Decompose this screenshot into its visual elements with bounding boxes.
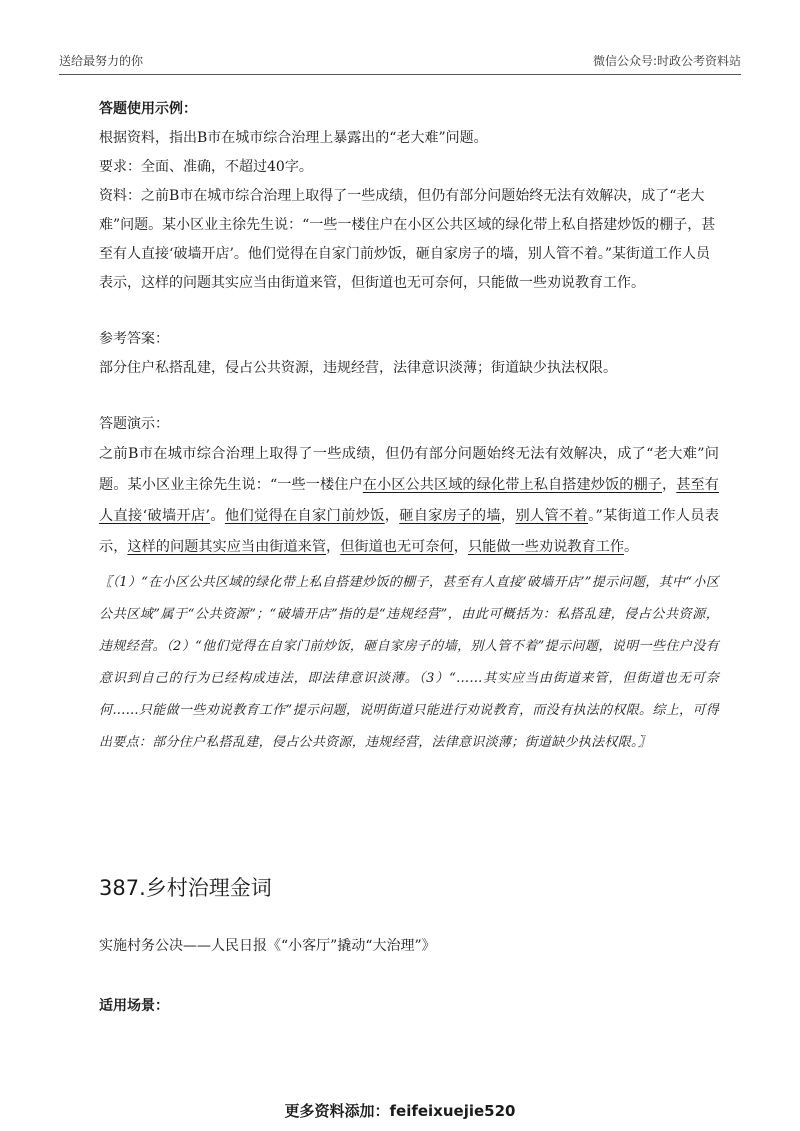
example-material: 资料：之前B市在城市综合治理上取得了一些成绩，但仍有部分问题始终无法有效解决，成了“老大难”问题。某小区业主徐先生说：“一些一楼住户在小区公共区域的绿化带上私自搭建炒饭的棚子，甚至有人直接‘破墙开店’。他们觉得在自家门前炒饭，砸自家房子的墙，别人管不着。”某街道工作人员表示，这样的问题其实应当由街道来管，但街道也无可奈何，只能做一些劝说教育工作。 <box>99 188 716 291</box>
header-wechat-account: 微信公众号:时政公考资料站 <box>592 54 741 68</box>
example-label: 答题使用示例： <box>99 101 197 117</box>
demo-label: 答题演示： <box>99 416 169 432</box>
underlined-key-phrase: 在小区公共区域的绿化带上私自搭建炒饭的棚子 <box>362 477 663 493</box>
demo-text-segment: ， <box>326 539 341 555</box>
reference-answer: 部分住户私搭乱建，侵占公共资源，违规经营，法律意识淡薄；街道缺少执法权限。 <box>99 360 617 376</box>
scene-label: 适用场景： <box>99 998 169 1014</box>
underlined-key-phrase: 别人管不着 <box>515 508 589 524</box>
underlined-key-phrase: 他们觉得在自家门前炒饭 <box>224 508 385 524</box>
demo-text-segment: 。 <box>624 539 639 555</box>
footer-contact: 更多资料添加：feifeixuejie520 <box>284 1102 516 1120</box>
main-content <box>99 95 719 759</box>
page-header <box>59 52 741 72</box>
section-subtitle: 实施村务公决——人民日报《“小客厅”撬动“大治理”》 <box>99 938 436 954</box>
demo-text-segment: ， <box>500 508 516 524</box>
demo-analysis: 〖（1）“在小区公共区域的绿化带上私自搭建炒饭的棚子，甚至有人直接‘破墙开店’”提示问题，其中“小区公共区域”属于“公共资源”；“破墙开店”指的是“违规经营”，由此可概括为：私搭乱建，侵占公共资源，违规经营。（2）“他们觉得在自家门前炒饭，砸自家房子的墙，别人管不着”提示问题，说明一些住户没有意识到自己的行为已经构成违法，即法律意识淡薄。（3）“……其实应当由街道来管，但街道也无可奈何……只能做一些劝说教育工作”提示问题，说明街道只能进行劝说教育，而没有执法的权限。综上，可得出要点：部分住户私搭乱建，侵占公共资源，违规经营，法律意识淡薄；街道缺少执法权限。〗 <box>99 575 719 750</box>
demo-material-annotated <box>99 439 719 563</box>
demo-text-segment: ， <box>453 539 468 555</box>
section-title: 387.乡村治理金词 <box>99 876 272 900</box>
underlined-key-phrase: 甚至有人直接‘破墙开店’ <box>99 477 719 524</box>
underlined-key-phrase: 但街道也无可奈何 <box>340 539 454 555</box>
example-requirement: 要求：全面、准确，不超过40字。 <box>99 159 313 175</box>
underlined-key-phrase: 砸自家房子的墙 <box>399 508 501 524</box>
demo-text-segment: 。”某街道工作人员表示， <box>99 508 719 555</box>
demo-text-segment: ， <box>384 508 400 524</box>
header-divider <box>59 74 741 75</box>
demo-text-segment: 。 <box>210 508 225 524</box>
demo-text-segment: ， <box>662 477 677 493</box>
underlined-key-phrase: 这样的问题其实应当由街道来管 <box>127 539 327 555</box>
example-question: 根据资料，指出B市在城市综合治理上暴露出的“老大难”问题。 <box>99 130 488 146</box>
header-slogan: 送给最努力的你 <box>59 54 144 68</box>
reference-label: 参考答案： <box>99 331 169 347</box>
underlined-key-phrase: 只能做一些劝说教育工作 <box>467 539 625 555</box>
demo-text-segment: 之前B市在城市综合治理上取得了一些成绩，但仍有部分问题始终无法有效解决，成了“老大难”问题。某小区业主徐先生说：“一些一楼住户 <box>99 446 719 493</box>
